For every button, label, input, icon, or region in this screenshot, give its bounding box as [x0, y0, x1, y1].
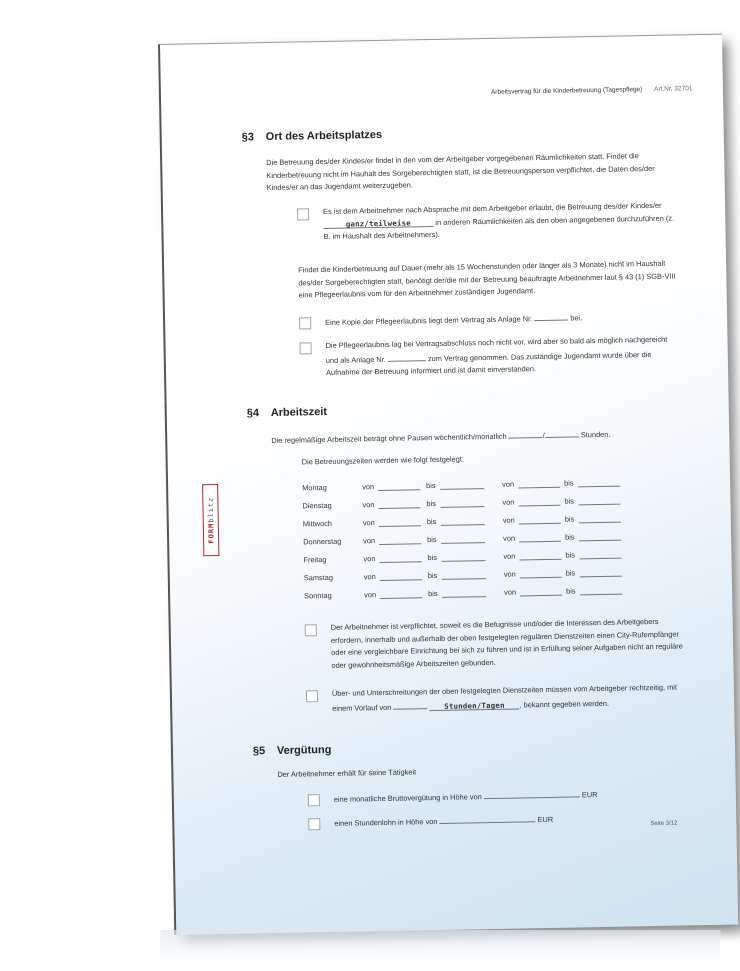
- day-label: Dienstag: [302, 500, 332, 511]
- section-4-intro-slash: /: [542, 430, 545, 441]
- bis-label: bis: [565, 550, 575, 560]
- section-5-intro: Der Arbeitnehmer erhält für seine Tätigkeit: [277, 767, 417, 779]
- day-label: Sonntag: [304, 590, 332, 601]
- checkbox-copy-permit[interactable]: [299, 317, 311, 329]
- time-field[interactable]: [519, 514, 561, 525]
- time-field[interactable]: [520, 586, 562, 597]
- von-label: von: [503, 569, 516, 579]
- section-3-para2: Findet die Kinderbetreuung auf Dauer (mehr als 15 Wochenstunden oder länger als 3 Monate) nicht im Haushalt des/der Sorgeberechtigten statt, benötigt der/die mit der Betreuung beauftragte Arbeitnehmer laut § 43 (1) SGB-VIII eine Pflegeerlaubnis vom für den Arbeitnehmer zuständigen Jugendamt.: [298, 258, 676, 300]
- time-field[interactable]: [442, 569, 486, 580]
- section-5-heading: [253, 744, 332, 757]
- option-permit-pending-text-b: zum Vertrag genommen. Das zuständige Jugendamt wurde über die Aufnahme der Betreuung informiert und ist damit einverstanden.: [325, 349, 652, 377]
- currency-label: EUR: [537, 814, 554, 825]
- time-field[interactable]: [578, 495, 620, 506]
- option-pager: Der Arbeitnehmer ist verpflichtet, soweit es die Befugnisse und/oder die Interessen des Arbeitgebers erfordern, innerhalb und außerhalb der oben festgelegten regulären Dienstzeiten einen City-Rufempfänger oder eine vergleichbare Einrichtung bei sich zu führen und ist in Erfüllung seiner Aufgaben nicht an reguläre oder gewohnheitsmäßige Arbeitszeiten gebunden.: [330, 616, 683, 670]
- von-label: von: [502, 515, 515, 525]
- von-label: von: [363, 572, 376, 582]
- time-field[interactable]: [518, 496, 560, 507]
- section-4-heading: [247, 406, 327, 419]
- bis-label: bis: [564, 496, 574, 506]
- fill-ganz-teilweise[interactable]: ganz/teilweise: [323, 216, 433, 228]
- time-field[interactable]: [579, 549, 621, 560]
- section-4-intro-text-a: Die regelmäßige Arbeitszeit beträgt ohne Pausen wöchentlich/monatlich: [271, 431, 507, 445]
- option-copy-permit-text-b: bei.: [570, 313, 583, 323]
- bis-label: bis: [428, 588, 438, 599]
- time-field[interactable]: [579, 513, 621, 524]
- fill-hourly-amount[interactable]: [439, 812, 535, 824]
- section-3-title: Ort des Arbeitsplatzes: [265, 128, 383, 144]
- bis-label: bis: [564, 514, 575, 524]
- currency-label: EUR: [581, 790, 598, 800]
- time-field[interactable]: [580, 567, 622, 578]
- option-monthly-salary: [334, 785, 688, 806]
- day-label: Freitag: [303, 554, 327, 565]
- time-field[interactable]: [379, 534, 421, 545]
- von-label: von: [362, 482, 375, 492]
- page-number: Seite 3/12: [650, 820, 678, 828]
- day-label: Donnerstag: [303, 536, 342, 547]
- von-label: von: [362, 500, 375, 510]
- von-label: von: [363, 554, 376, 564]
- page-reflection: [159, 930, 720, 960]
- von-label: von: [502, 479, 515, 489]
- fill-hours-monthly[interactable]: [542, 427, 579, 441]
- checkbox-hourly-wage[interactable]: [308, 818, 320, 830]
- brand-part1: FORM: [206, 522, 216, 544]
- checkbox-permit-pending[interactable]: [299, 342, 311, 354]
- checkbox-monthly-salary[interactable]: [308, 794, 320, 806]
- section-3-heading: [242, 129, 383, 144]
- time-field[interactable]: [380, 570, 422, 581]
- section-5-number: §5: [252, 745, 266, 758]
- schedule-table: [302, 476, 644, 608]
- option-permit-pending-text-a: Die Pflegeerlaubnis lag bei Vertragsabschluss noch nicht vor, wird aber so bald als möglich nachgereicht und als Anlage Nr.: [325, 334, 668, 365]
- option-advance-notice-text-a: Über- und Unterschreitungen der oben festgelegten Dienstzeiten müssen vom Arbeitgeber rechtzeitig, mit einem Vorlauf von: [331, 682, 678, 713]
- time-field[interactable]: [440, 497, 484, 508]
- von-label: von: [503, 551, 516, 561]
- bis-label: bis: [426, 498, 437, 509]
- time-field[interactable]: [378, 498, 420, 509]
- brand-text: [204, 497, 217, 544]
- time-field[interactable]: [518, 478, 560, 489]
- option-hourly-wage: [334, 809, 688, 830]
- bis-label: bis: [427, 570, 438, 581]
- section-4-number: §4: [246, 407, 260, 420]
- von-label: von: [504, 587, 517, 597]
- fill-hours-weekly[interactable]: [509, 428, 543, 439]
- bis-label: bis: [565, 568, 576, 578]
- von-label: von: [363, 536, 376, 546]
- fill-anlage-nr-1[interactable]: [534, 311, 568, 322]
- time-field[interactable]: [579, 531, 621, 542]
- von-label: von: [503, 533, 516, 543]
- schedule-label: Die Betreuungszeiten werden wie folgt festgelegt:: [301, 454, 465, 467]
- bis-label: bis: [565, 532, 575, 542]
- bis-label: bis: [564, 478, 574, 488]
- option-other-rooms: [323, 200, 676, 244]
- fill-anlage-nr-2[interactable]: [388, 351, 426, 362]
- time-field[interactable]: [580, 585, 622, 596]
- von-label: von: [364, 590, 377, 600]
- checkbox-advance-notice[interactable]: [306, 690, 318, 702]
- article-number: Art.Nr. 32701: [654, 85, 693, 93]
- bis-label: bis: [427, 552, 437, 563]
- option-advance-notice-text-b: , bekannt gegeben werden.: [519, 698, 610, 709]
- day-label: Montag: [302, 482, 327, 493]
- option-copy-permit-text-a: Eine Kopie der Pflegeerlaubnis liegt dem Vertrag als Anlage Nr.: [325, 314, 533, 327]
- option-other-rooms-text-b: in anderen Räumlichkeiten als den oben angegebenen durchzuführen (z. B. im Haushalt des Arbeitnehmers).: [323, 213, 675, 241]
- formblitz-logo: [202, 484, 219, 556]
- time-field[interactable]: [379, 552, 421, 563]
- checkbox-other-rooms[interactable]: [297, 208, 309, 220]
- bis-label: bis: [426, 480, 436, 491]
- header-title: Arbeitsvertrag für die Kinderbetreuung (Tagespflege): [490, 86, 643, 96]
- time-field[interactable]: [520, 568, 562, 579]
- time-field[interactable]: [441, 533, 485, 544]
- section-3-number: §3: [241, 131, 255, 144]
- time-field[interactable]: [440, 479, 484, 490]
- von-label: von: [502, 497, 515, 507]
- time-field[interactable]: [380, 588, 422, 599]
- fill-stunden-tagen[interactable]: Stunden/Tagen: [429, 699, 519, 711]
- bis-label: bis: [566, 586, 576, 596]
- time-field[interactable]: [441, 515, 485, 526]
- option-permit-pending: [325, 334, 678, 380]
- section-3-intro: Die Betreuung des/der Kindes/er findet in den vom der Arbeitgeber vorgegebenen Räumlichkeiten statt. Findet die Kinderbetreuung nicht im Hauhalt des Sorgeberechtigten statt, ist die Betreuungsperson verpflichtet, die Daten des/der Kindes/er an das Jugendamt weiterzugeben.: [266, 151, 655, 193]
- section-4-title: Arbeitszeit: [270, 405, 328, 419]
- document-page: [158, 34, 738, 935]
- time-field[interactable]: [578, 477, 620, 488]
- day-label: Mittwoch: [302, 518, 333, 529]
- time-field[interactable]: [379, 516, 421, 527]
- section-4-intro: [271, 425, 681, 447]
- option-copy-permit: [325, 309, 677, 330]
- page-header: [491, 83, 693, 99]
- fill-monthly-amount[interactable]: [484, 787, 580, 799]
- time-field[interactable]: [519, 550, 561, 561]
- section-5-title: Vergütung: [276, 743, 332, 757]
- time-field[interactable]: [519, 532, 561, 543]
- section-4-intro-text-b: Stunden.: [580, 429, 611, 440]
- bis-label: bis: [427, 534, 437, 545]
- option-other-rooms-text-a: Es ist dem Arbeitnehmer nach Absprache mit dem Arbeitgeber erlaubt, die Betreuung des/der Kindes/er: [323, 200, 662, 217]
- day-label: Samstag: [303, 572, 334, 583]
- time-field[interactable]: [378, 480, 420, 491]
- option-hourly-wage-text: einen Stundenlohn in Höhe von: [334, 817, 438, 828]
- brand-part2: blitz: [206, 496, 215, 523]
- time-field[interactable]: [441, 551, 485, 562]
- fill-vorlauf[interactable]: [393, 699, 427, 710]
- checkbox-pager[interactable]: [305, 624, 317, 636]
- option-advance-notice: [332, 681, 686, 714]
- option-monthly-salary-text: eine monatliche Bruttovergütung in Höhe von: [333, 792, 482, 804]
- bis-label: bis: [426, 516, 437, 527]
- time-field[interactable]: [442, 587, 486, 598]
- von-label: von: [362, 518, 375, 528]
